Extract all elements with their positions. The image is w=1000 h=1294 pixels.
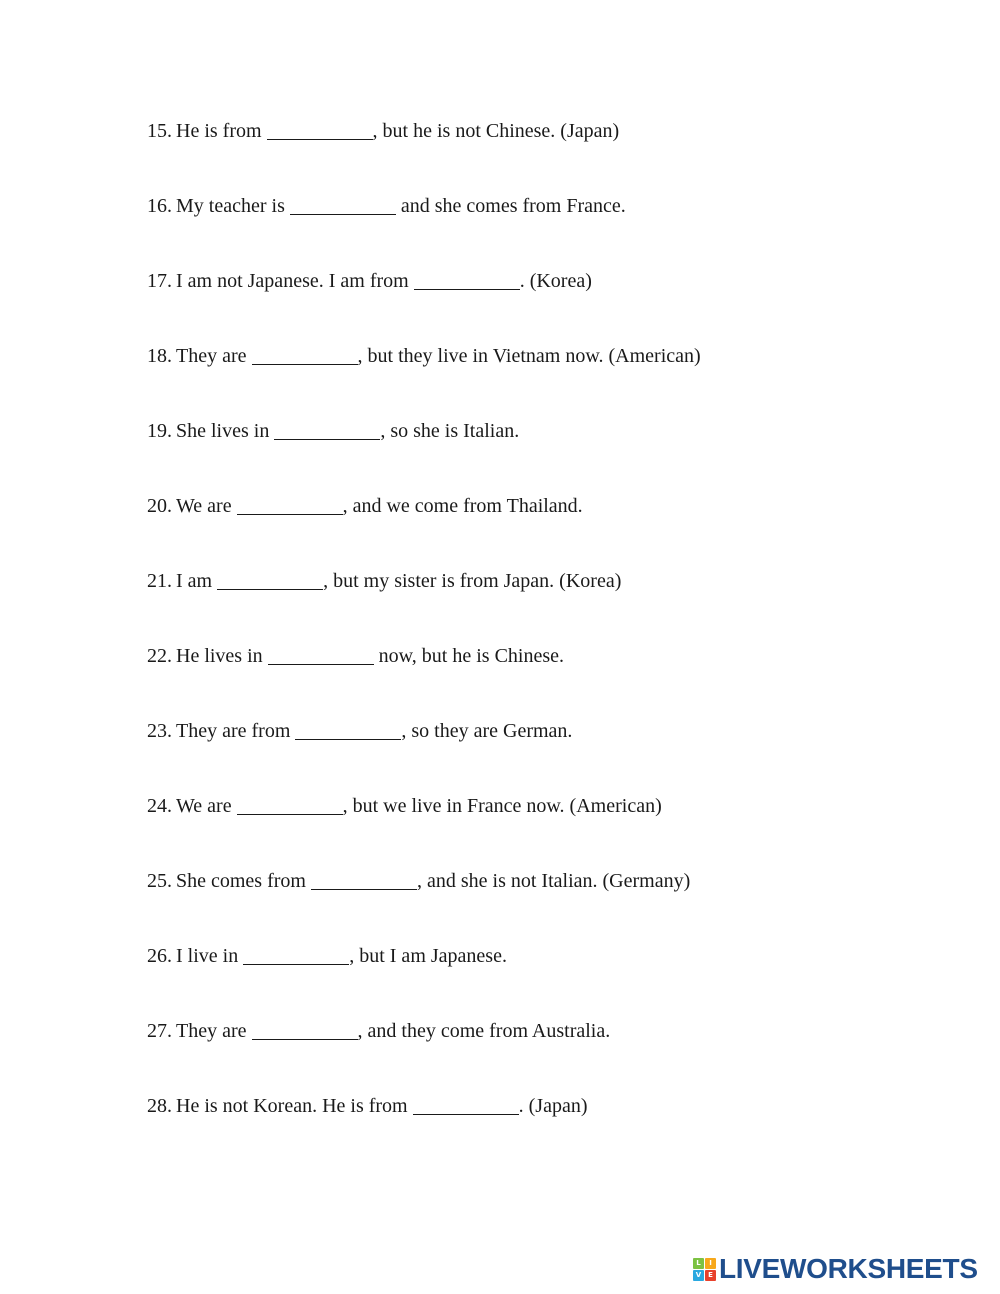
question-text-before: She lives in (176, 420, 275, 442)
answer-blank[interactable] (311, 869, 417, 890)
question-23 (147, 716, 572, 746)
question-number: 21. (147, 570, 172, 592)
question-16 (147, 191, 626, 221)
answer-blank[interactable] (217, 569, 323, 590)
question-text-after: , but they live in Vietnam now. (American) (357, 345, 701, 367)
question-text-before: We are (176, 795, 237, 817)
question-text-before: They are from (176, 720, 296, 742)
question-text-before: He lives in (176, 645, 268, 667)
logo-block: I (705, 1258, 716, 1269)
question-text-after: , and we come from Thailand. (342, 495, 583, 517)
answer-blank[interactable] (274, 419, 380, 440)
question-19 (147, 416, 519, 446)
question-text-after: now, but he is Chinese. (373, 645, 565, 667)
question-number: 17. (147, 270, 172, 292)
question-20 (147, 491, 583, 521)
question-18 (147, 341, 701, 371)
logo-wordmark: LIVEWORKSHEETS (719, 1253, 978, 1284)
question-text-before: He is from (176, 120, 267, 142)
question-text-after: , and they come from Australia. (357, 1020, 611, 1042)
answer-blank[interactable] (267, 119, 373, 140)
question-text-after: , so she is Italian. (380, 420, 520, 442)
question-text-before: I live in (176, 945, 244, 967)
question-text-after: . (Korea) (519, 270, 592, 292)
answer-blank[interactable] (295, 719, 401, 740)
logo-blocks-icon (693, 1258, 716, 1281)
question-number: 20. (147, 495, 172, 517)
question-text-before: I am (176, 570, 218, 592)
answer-blank[interactable] (413, 1094, 519, 1115)
question-number: 25. (147, 870, 172, 892)
question-25 (147, 866, 690, 896)
question-24 (147, 791, 662, 821)
question-number: 28. (147, 1095, 172, 1117)
question-27 (147, 1016, 610, 1046)
answer-blank[interactable] (252, 344, 358, 365)
question-number: 27. (147, 1020, 172, 1042)
answer-blank[interactable] (414, 269, 520, 290)
question-28 (147, 1091, 587, 1121)
question-number: 15. (147, 120, 172, 142)
answer-blank[interactable] (268, 644, 374, 665)
question-text-before: He is not Korean. He is from (176, 1095, 413, 1117)
question-text-before: They are (176, 345, 252, 367)
liveworksheets-logo (693, 1254, 978, 1284)
question-text-after: , so they are German. (401, 720, 573, 742)
answer-blank[interactable] (237, 794, 343, 815)
question-text-before: I am not Japanese. I am from (176, 270, 414, 292)
answer-blank[interactable] (243, 944, 349, 965)
question-number: 26. (147, 945, 172, 967)
question-text-after: , but we live in France now. (American) (342, 795, 662, 817)
answer-blank[interactable] (290, 194, 396, 215)
question-17 (147, 266, 592, 296)
question-15 (147, 116, 619, 146)
question-text-before: We are (176, 495, 237, 517)
question-26 (147, 941, 507, 971)
logo-block: V (693, 1270, 704, 1281)
question-text-after: and she comes from France. (395, 195, 626, 217)
logo-block: E (705, 1270, 716, 1281)
question-text-after: , but my sister is from Japan. (Korea) (323, 570, 622, 592)
question-21 (147, 566, 621, 596)
question-number: 16. (147, 195, 172, 217)
question-number: 22. (147, 645, 172, 667)
question-text-after: , but I am Japanese. (349, 945, 507, 967)
question-text-before: She comes from (176, 870, 311, 892)
answer-blank[interactable] (252, 1019, 358, 1040)
question-number: 18. (147, 345, 172, 367)
question-text-after: , but he is not Chinese. (Japan) (372, 120, 620, 142)
question-number: 24. (147, 795, 172, 817)
question-number: 23. (147, 720, 172, 742)
question-22 (147, 641, 564, 671)
answer-blank[interactable] (237, 494, 343, 515)
question-text-after: . (Japan) (518, 1095, 588, 1117)
question-text-before: They are (176, 1020, 252, 1042)
logo-block: L (693, 1258, 704, 1269)
question-text-after: , and she is not Italian. (Germany) (416, 870, 691, 892)
question-number: 19. (147, 420, 172, 442)
question-text-before: My teacher is (176, 195, 290, 217)
